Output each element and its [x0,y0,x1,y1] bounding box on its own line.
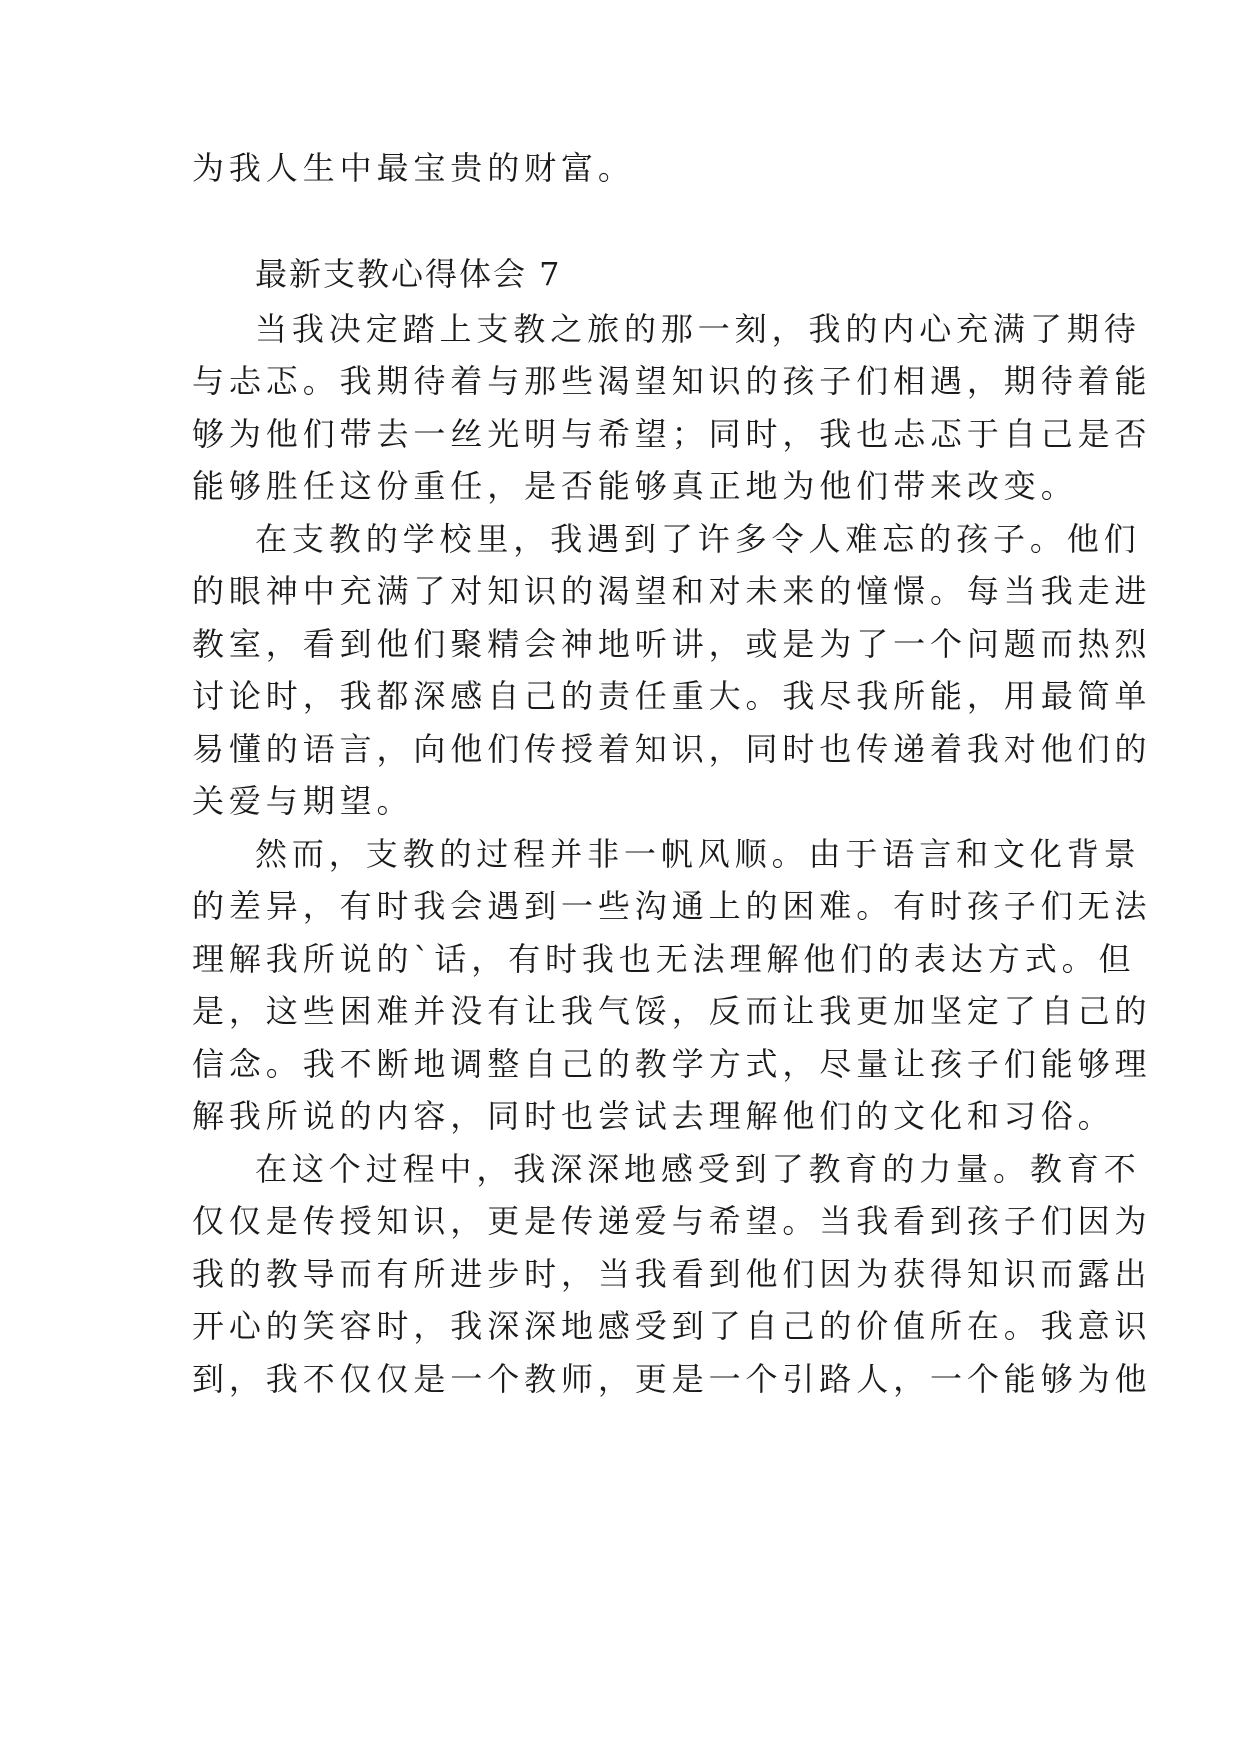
text-line: 的眼神中充满了对知识的渴望和对未来的憧憬。每当我走进 [192,572,1152,610]
text-line: 够为他们带去一丝光明与希望；同时，我也忐忑于自己是否 [192,415,1152,453]
text-line: 解我所说的内容，同时也尝试去理解他们的文化和习俗。 [192,1097,1115,1135]
text-line: 在支教的学校里，我遇到了许多令人难忘的孩子。他们 [255,520,1141,558]
text-line: 易懂的语言，向他们传授着知识，同时也传递着我对他们的 [192,730,1152,768]
section-title: 最新支教心得体会 7 [255,255,562,293]
text-line: 与忐忑。我期待着与那些渴望知识的孩子们相遇，期待着能 [192,362,1152,400]
text-line: 的差异，有时我会遇到一些沟通上的困难。有时孩子们无法 [192,887,1152,925]
text-line: 关爱与期望。 [192,782,414,820]
text-line: 在这个过程中，我深深地感受到了教育的力量。教育不 [255,1150,1141,1188]
text-line: 开心的笑容时，我深深地感受到了自己的价值所在。我意识 [192,1307,1152,1345]
text-line: 能够胜任这份重任，是否能够真正地为他们带来改变。 [192,467,1078,505]
text-line: 信念。我不断地调整自己的教学方式，尽量让孩子们能够理 [192,1045,1152,1083]
text-line: 理解我所说的`话，有时我也无法理解他们的表达方式。但 [192,940,1136,978]
text-line: 然而，支教的过程并非一帆风顺。由于语言和文化背景 [255,835,1141,873]
text-line: 教室，看到他们聚精会神地听讲，或是为了一个问题而热烈 [192,625,1152,663]
text-line: 是，这些困难并没有让我气馁，反而让我更加坚定了自己的 [192,992,1152,1030]
text-line: 为我人生中最宝贵的财富。 [192,149,635,187]
text-line: 到，我不仅仅是一个教师，更是一个引路人，一个能够为他 [192,1360,1152,1398]
text-line: 当我决定踏上支教之旅的那一刻，我的内心充满了期待 [255,310,1141,348]
text-line: 我的教导而有所进步时，当我看到他们因为获得知识而露出 [192,1255,1152,1293]
text-line: 仅仅是传授知识，更是传递爱与希望。当我看到孩子们因为 [192,1202,1152,1240]
text-line: 讨论时，我都深感自己的责任重大。我尽我所能，用最简单 [192,677,1152,715]
